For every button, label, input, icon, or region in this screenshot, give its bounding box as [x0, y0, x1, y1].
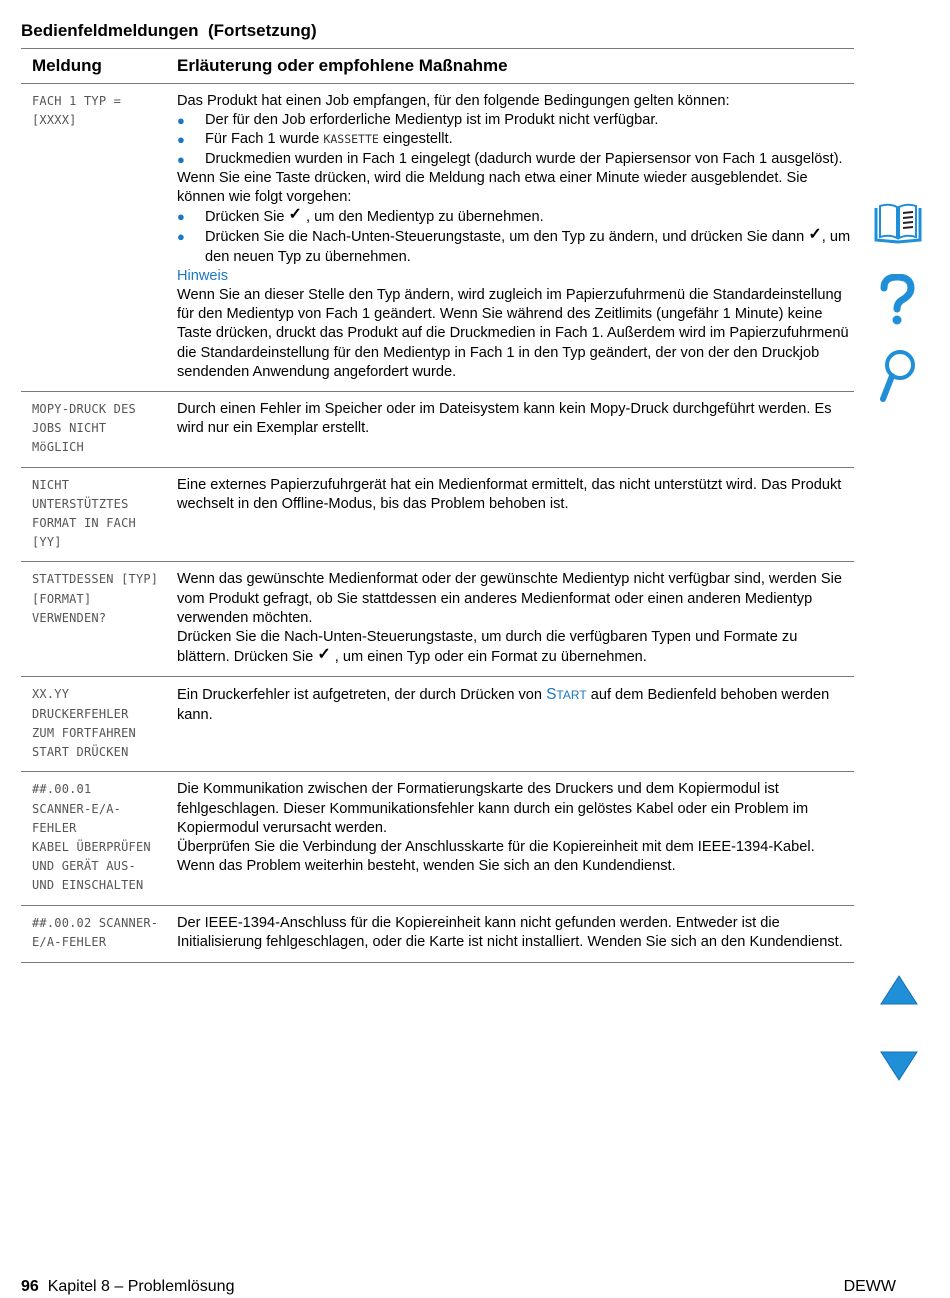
- search-icon[interactable]: [878, 348, 918, 404]
- page-down-icon[interactable]: [879, 1050, 919, 1082]
- header-explanation: Erläuterung oder empfohlene Maßnahme: [177, 56, 508, 75]
- table-row: [21, 906, 854, 963]
- list-item: ● Drücken Sie die Nach-Unten-Steuerungstaste, um den Typ zu ändern, und drücken Sie dann ✓, um den neuen Typ zu übernehmen.: [177, 227, 854, 266]
- bullet-icon: ●: [177, 229, 185, 245]
- page-up-icon[interactable]: [879, 974, 919, 1006]
- note-text: Wenn Sie an dieser Stelle den Typ ändern, wird zugleich im Papierzufuhrmenü die Standardeinstellung für den Medientyp von Fach 1 geändert. Wenn Sie während des Zeitlimits (ungefähr 1 Minute) keine Taste drücken, druckt das Produkt auf die Druckmedien in Fach 1. Außerdem wird im Papierzufuhrmenü die Standardeinstellung für den Medientyp in Fach 1 in den Typ geändert, der von der den Druckjob sendenden Anwendung angefordert wurde.: [177, 287, 849, 380]
- bullet-icon: ●: [177, 113, 185, 129]
- start-key-label: START: [546, 686, 587, 704]
- checkmark-icon: ✓: [808, 226, 822, 244]
- table-row: [21, 392, 854, 468]
- book-icon[interactable]: [873, 202, 923, 244]
- lcd-message: FACH 1 TYP = [XXXX]: [32, 94, 122, 128]
- bullet-icon: ●: [177, 132, 185, 148]
- table-row: [21, 562, 854, 677]
- footer-page-info: 96 Kapitel 8 – Problemlösung: [21, 1278, 235, 1295]
- list-item: ● Druckmedien wurden in Fach 1 eingelegt (dadurch wurde der Papiersensor von Fach 1 ausgelöst).: [177, 150, 854, 169]
- table-row: [21, 772, 854, 905]
- page-title: Bedienfeldmeldungen (Fortsetzung): [21, 21, 317, 40]
- table-row: [21, 677, 854, 772]
- lcd-message: MOPY-DRUCK DES JOBS NICHT MöGLICH: [32, 402, 136, 455]
- help-icon[interactable]: [878, 274, 918, 326]
- bullet-icon: ●: [177, 209, 185, 225]
- message-table: [21, 48, 854, 963]
- footer-code: DEWW: [843, 1278, 896, 1295]
- message-explanation: Wenn das gewünschte Medienformat oder der gewünschte Medientyp nicht verfügbar sind, werden Sie vom Produkt gefragt, ob Sie stattdessen ein anderes Medienformat oder einen anderen Medientyp verwenden möchten. Drücken Sie die Nach-Unten-Steuerungstaste, um durch die verfügbaren Typen und Formate zu blättern. Drücken Sie ✓ , um einen Typ oder ein Format zu übernehmen.: [177, 571, 842, 666]
- list-item: ● Drücken Sie ✓ , um den Medientyp zu übernehmen.: [177, 207, 854, 227]
- lcd-message: XX.YY DRUCKERFEHLER ZUM FORTFAHREN START DRÜCKEN: [32, 687, 136, 760]
- table-header: [21, 49, 854, 84]
- message-explanation: Das Produkt hat einen Job empfangen, für den folgende Bedingungen gelten können: ● Der für den Job erforderliche Medientyp ist im Produkt nicht verfügbar. ● Für Fach 1 wurde KASSETTE eingestellt. ● Druckmedien wurden in Fach 1 eingelegt (dadurch wurde der Papiersensor von Fach 1 ausgelöst). Wenn Sie eine Taste drücken, wird die Meldung nach etwa einer Minute wieder ausgeblendet. Sie können wie folgt vorgehen: ● Drücken Sie ✓ , um den Medientyp zu übernehmen. ● Drücken Sie die Nach-Unten-Steuerungstaste, um den Typ zu ändern, und drücken Sie dann ✓, um den neuen Typ zu übernehmen. Hinweis Wenn Sie an dieser Stelle den Typ ändern, wird zugleich im Papierzufuhrmenü die Standardeinstellung für den Medientyp von Fach 1 geändert. Wenn Sie während des Zeitlimits (ungefähr 1 Minute) keine Taste drücken, druckt das Produkt auf die Druckmedien in Fach 1. Außerdem wird im Papierzufuhrmenü die Standardeinstellung für den Medientyp in Fach 1 in den Typ geändert, der von der den Druckjob sendenden Anwendung angefordert wurde.: [177, 92, 854, 382]
- message-explanation: Eine externes Papierzufuhrgerät hat ein Medienformat ermittelt, das nicht unterstützt wird. Das Produkt wechselt in den Offline-Modus, bis das Problem behoben ist.: [177, 476, 842, 512]
- checkmark-icon: ✓: [288, 206, 302, 224]
- list-item: ● Der für den Job erforderliche Medientyp ist im Produkt nicht verfügbar.: [177, 111, 854, 130]
- lcd-message: NICHT UNTERSTÜTZTES FORMAT IN FACH [YY]: [32, 477, 136, 550]
- message-explanation: Der IEEE-1394-Anschluss für die Kopiereinheit kann nicht gefunden werden. Entweder ist die Initialisierung fehlgeschlagen, oder die Karte ist nicht installiert. Wenden Sie sich an den Kundendienst.: [177, 914, 843, 950]
- lcd-message: ##.00.01 SCANNER-E/A- FEHLER KABEL ÜBERPRÜFEN UND GERÄT AUS- UND EINSCHALTEN: [32, 782, 151, 893]
- note-label: Hinweis: [177, 267, 229, 284]
- list-item: ● Für Fach 1 wurde KASSETTE eingestellt.: [177, 130, 854, 149]
- bullet-icon: ●: [177, 151, 185, 167]
- lcd-message: STATTDESSEN [TYP] [FORMAT] VERWENDEN?: [32, 572, 159, 625]
- header-message: Meldung: [32, 56, 102, 75]
- message-explanation: Durch einen Fehler im Speicher oder im Dateisystem kann kein Mopy-Druck durchgeführt werden. Es wird nur ein Exemplar erstellt.: [177, 401, 832, 437]
- checkmark-icon: ✓: [317, 646, 331, 664]
- lcd-message: ##.00.02 SCANNER- E/A-FEHLER: [32, 915, 159, 949]
- message-explanation: Ein Druckerfehler ist aufgetreten, der durch Drücken von START auf dem Bedienfeld behoben werden kann.: [177, 686, 830, 723]
- table-row: [21, 84, 854, 392]
- message-explanation: Die Kommunikation zwischen der Formatierungskarte des Druckers und dem Kopiermodul ist fehlgeschlagen. Dieser Kommunikationsfehler kann durch ein gelöstes Kabel oder ein Problem im Kopiermodul verursacht werden. Überprüfen Sie die Verbindung der Anschlusskarte für die Kopiereinheit mit dem IEEE-1394-Kabel. Wenn das Problem weiterhin besteht, wenden Sie sich an den Kundendienst.: [177, 781, 815, 875]
- table-row: [21, 468, 854, 563]
